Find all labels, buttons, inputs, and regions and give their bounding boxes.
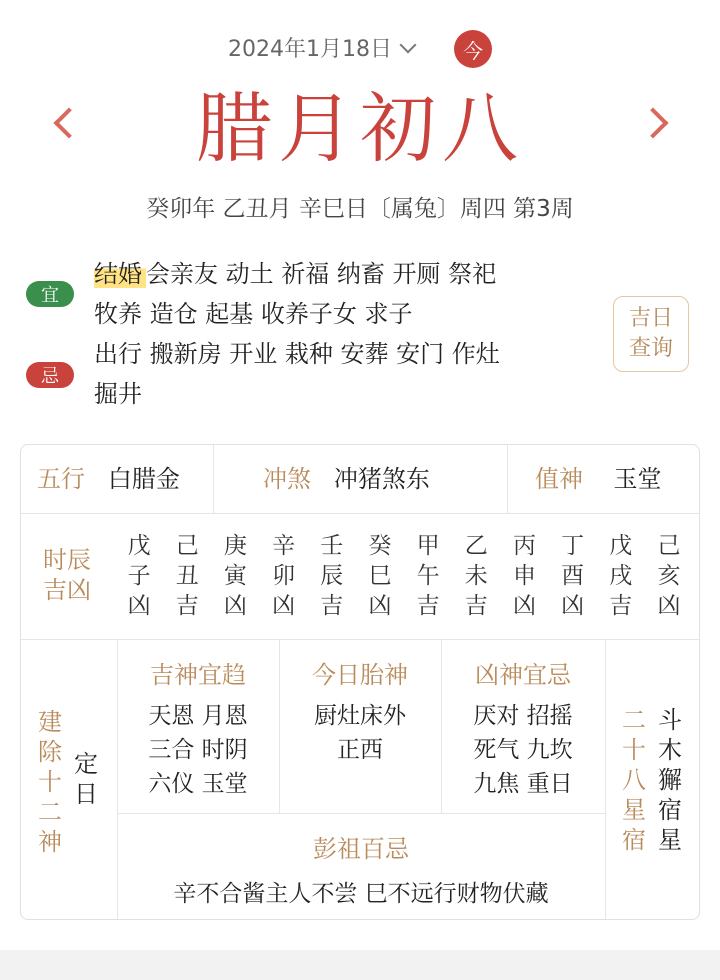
shichen-hour-luck: 吉 xyxy=(416,593,440,619)
xingxiu-value-char: 木 xyxy=(658,736,682,764)
shichen-hour-zhi: 子 xyxy=(127,563,151,589)
xiongshen-line: 厌对 招摇 xyxy=(473,703,573,729)
divider xyxy=(21,513,699,514)
bottom-strip xyxy=(0,950,720,980)
jianchu-char: 神 xyxy=(38,828,62,856)
wuxing-label: 五行 xyxy=(37,465,85,493)
shichen-hour xyxy=(597,531,645,621)
shichen-hour xyxy=(549,531,597,621)
date-label: 2024年1月18日 xyxy=(228,37,392,62)
shichen-hour xyxy=(211,531,259,621)
yi-highlight-item: 结婚 xyxy=(94,260,146,288)
shichen-hour-luck: 凶 xyxy=(223,593,247,619)
shichen-hour-gan: 庚 xyxy=(223,533,247,559)
shichen-hour-luck: 凶 xyxy=(368,593,392,619)
shichen-hour-zhi: 亥 xyxy=(657,563,681,589)
divider xyxy=(507,445,508,513)
zhishen-value: 玉堂 xyxy=(613,465,662,493)
shichen-hour-zhi: 辰 xyxy=(320,563,344,589)
wuxing-value: 白腊金 xyxy=(107,465,180,493)
shichen-hour xyxy=(452,531,500,621)
shichen-hour-zhi: 寅 xyxy=(223,563,247,589)
shichen-hour xyxy=(260,531,308,621)
shichen-hour-gan: 癸 xyxy=(368,533,392,559)
shichen-hour-luck: 凶 xyxy=(272,593,296,619)
shichen-label xyxy=(43,545,99,605)
divider xyxy=(213,445,214,513)
xingxiu-value-char: 宿 xyxy=(658,796,682,824)
xingxiu-char: 二 xyxy=(622,706,646,734)
taishen-title: 今日胎神 xyxy=(312,661,408,689)
shichen-hour-zhi: 酉 xyxy=(561,563,585,589)
divider xyxy=(21,639,699,640)
xingxiu-value xyxy=(655,705,685,855)
shichen-hour-luck: 吉 xyxy=(175,593,199,619)
xiongshen-title: 凶神宜忌 xyxy=(475,661,571,689)
shichen-hour xyxy=(163,531,211,621)
xingxiu-value-char: 獬 xyxy=(658,766,682,794)
jianchu-char: 除 xyxy=(38,738,62,766)
pengzu-title: 彭祖百忌 xyxy=(313,835,409,863)
taishen-list xyxy=(279,699,441,767)
shichen-hour-gan: 己 xyxy=(657,533,681,559)
jianchu-value-char: 定 xyxy=(74,750,98,778)
chongsha-value: 冲猪煞东 xyxy=(333,465,430,493)
shichen-hour-gan: 丙 xyxy=(512,533,536,559)
xingxiu-char: 星 xyxy=(622,796,646,824)
jianchu-label xyxy=(35,707,65,857)
ganzhi-info: 癸卯年 乙丑月 辛巳日〔属兔〕周四 第3周 xyxy=(146,196,574,222)
shichen-hour-luck: 凶 xyxy=(512,593,536,619)
xiongshen-line: 九焦 重日 xyxy=(473,771,573,797)
shichen-hour-gan: 辛 xyxy=(272,533,296,559)
lucky-day-query-line2: 查询 xyxy=(628,336,673,361)
shichen-hour xyxy=(404,531,452,621)
divider xyxy=(117,813,605,814)
shichen-hour-luck: 吉 xyxy=(464,593,488,619)
xiongshen-list xyxy=(441,699,605,801)
xingxiu-char: 八 xyxy=(622,766,646,794)
jishen-line: 六仪 玉堂 xyxy=(148,771,248,797)
shichen-hour-gan: 壬 xyxy=(320,533,344,559)
xingxiu-value-char: 斗 xyxy=(658,706,682,734)
chevron-down-icon xyxy=(399,36,416,53)
date-row xyxy=(0,30,720,66)
shichen-hour xyxy=(308,531,356,621)
jianchu-value xyxy=(71,749,101,809)
shichen-hour-luck: 凶 xyxy=(657,593,681,619)
pengzu-text: 辛不合酱主人不尝 巳不远行财物伏藏 xyxy=(173,881,549,907)
jianchu-char: 二 xyxy=(38,798,62,826)
xiongshen-line: 死气 九坎 xyxy=(473,737,573,763)
almanac-grid xyxy=(20,444,700,920)
shichen-hour-gan: 甲 xyxy=(416,533,440,559)
shichen-hour-luck: 凶 xyxy=(127,593,151,619)
lucky-day-query-line1: 吉日 xyxy=(628,306,673,331)
shichen-hour xyxy=(500,531,548,621)
xingxiu-char: 宿 xyxy=(622,826,646,854)
yi-line-2: 牧养 造仓 起基 收养子女 求子 xyxy=(94,300,413,328)
shichen-hour-zhi: 丑 xyxy=(175,563,199,589)
xingxiu-label xyxy=(619,705,649,855)
shichen-hour-zhi: 午 xyxy=(416,563,440,589)
divider xyxy=(605,639,606,919)
lucky-day-query-button[interactable] xyxy=(613,296,689,372)
shichen-hour-gan: 乙 xyxy=(464,533,488,559)
shichen-hour-gan: 丁 xyxy=(561,533,585,559)
shichen-hour-luck: 凶 xyxy=(561,593,585,619)
shichen-hour-zhi: 戌 xyxy=(609,563,633,589)
jianchu-char: 建 xyxy=(38,708,62,736)
chongsha-label: 冲煞 xyxy=(263,465,311,493)
ji-badge: 忌 xyxy=(26,362,74,388)
shichen-hour xyxy=(115,531,163,621)
taishen-line: 正西 xyxy=(337,737,383,763)
taishen-line: 厨灶床外 xyxy=(314,703,406,729)
ji-line-1: 出行 搬新房 开业 栽种 安葬 安门 作灶 xyxy=(94,340,500,368)
jishen-line: 天恩 月恩 xyxy=(148,703,248,729)
yi-list xyxy=(94,254,594,334)
chongsha-cell xyxy=(263,459,430,494)
shichen-hour-gan: 戊 xyxy=(609,533,633,559)
shichen-label-line2: 吉凶 xyxy=(43,576,91,604)
yi-badge: 宜 xyxy=(26,281,74,307)
date-picker[interactable] xyxy=(228,32,414,63)
shichen-hour-gan: 己 xyxy=(175,533,199,559)
jianchu-value-char: 日 xyxy=(74,780,98,808)
shichen-hour-zhi: 未 xyxy=(464,563,488,589)
jishen-title: 吉神宜趋 xyxy=(150,661,246,689)
wuxing-cell xyxy=(37,459,180,494)
jishen-line: 三合 时阴 xyxy=(148,737,248,763)
today-button[interactable]: 今 xyxy=(454,30,492,68)
xingxiu-value-char: 星 xyxy=(658,826,682,854)
shichen-hour-luck: 吉 xyxy=(609,593,633,619)
zhishen-label: 值神 xyxy=(535,465,583,493)
xingxiu-char: 十 xyxy=(622,736,646,764)
shichen-hours xyxy=(115,531,693,621)
jishen-list xyxy=(117,699,279,801)
ji-line-2: 掘井 xyxy=(94,380,142,408)
shichen-hour-zhi: 巳 xyxy=(368,563,392,589)
yi-line-1 xyxy=(94,254,594,294)
shichen-hour-luck: 吉 xyxy=(320,593,344,619)
lunar-date-title: 腊月初八 xyxy=(196,84,524,173)
shichen-hour xyxy=(645,531,693,621)
ji-list xyxy=(94,334,594,414)
shichen-hour-gan: 戊 xyxy=(127,533,151,559)
shichen-hour-zhi: 卯 xyxy=(272,563,296,589)
yi-line-1-rest: 会亲友 动土 祈福 纳畜 开厕 祭祀 xyxy=(146,260,497,288)
shichen-hour xyxy=(356,531,404,621)
shichen-hour-zhi: 申 xyxy=(512,563,536,589)
zhishen-cell xyxy=(535,459,662,494)
shichen-label-line1: 时辰 xyxy=(43,546,91,574)
jianchu-char: 十 xyxy=(38,768,62,796)
